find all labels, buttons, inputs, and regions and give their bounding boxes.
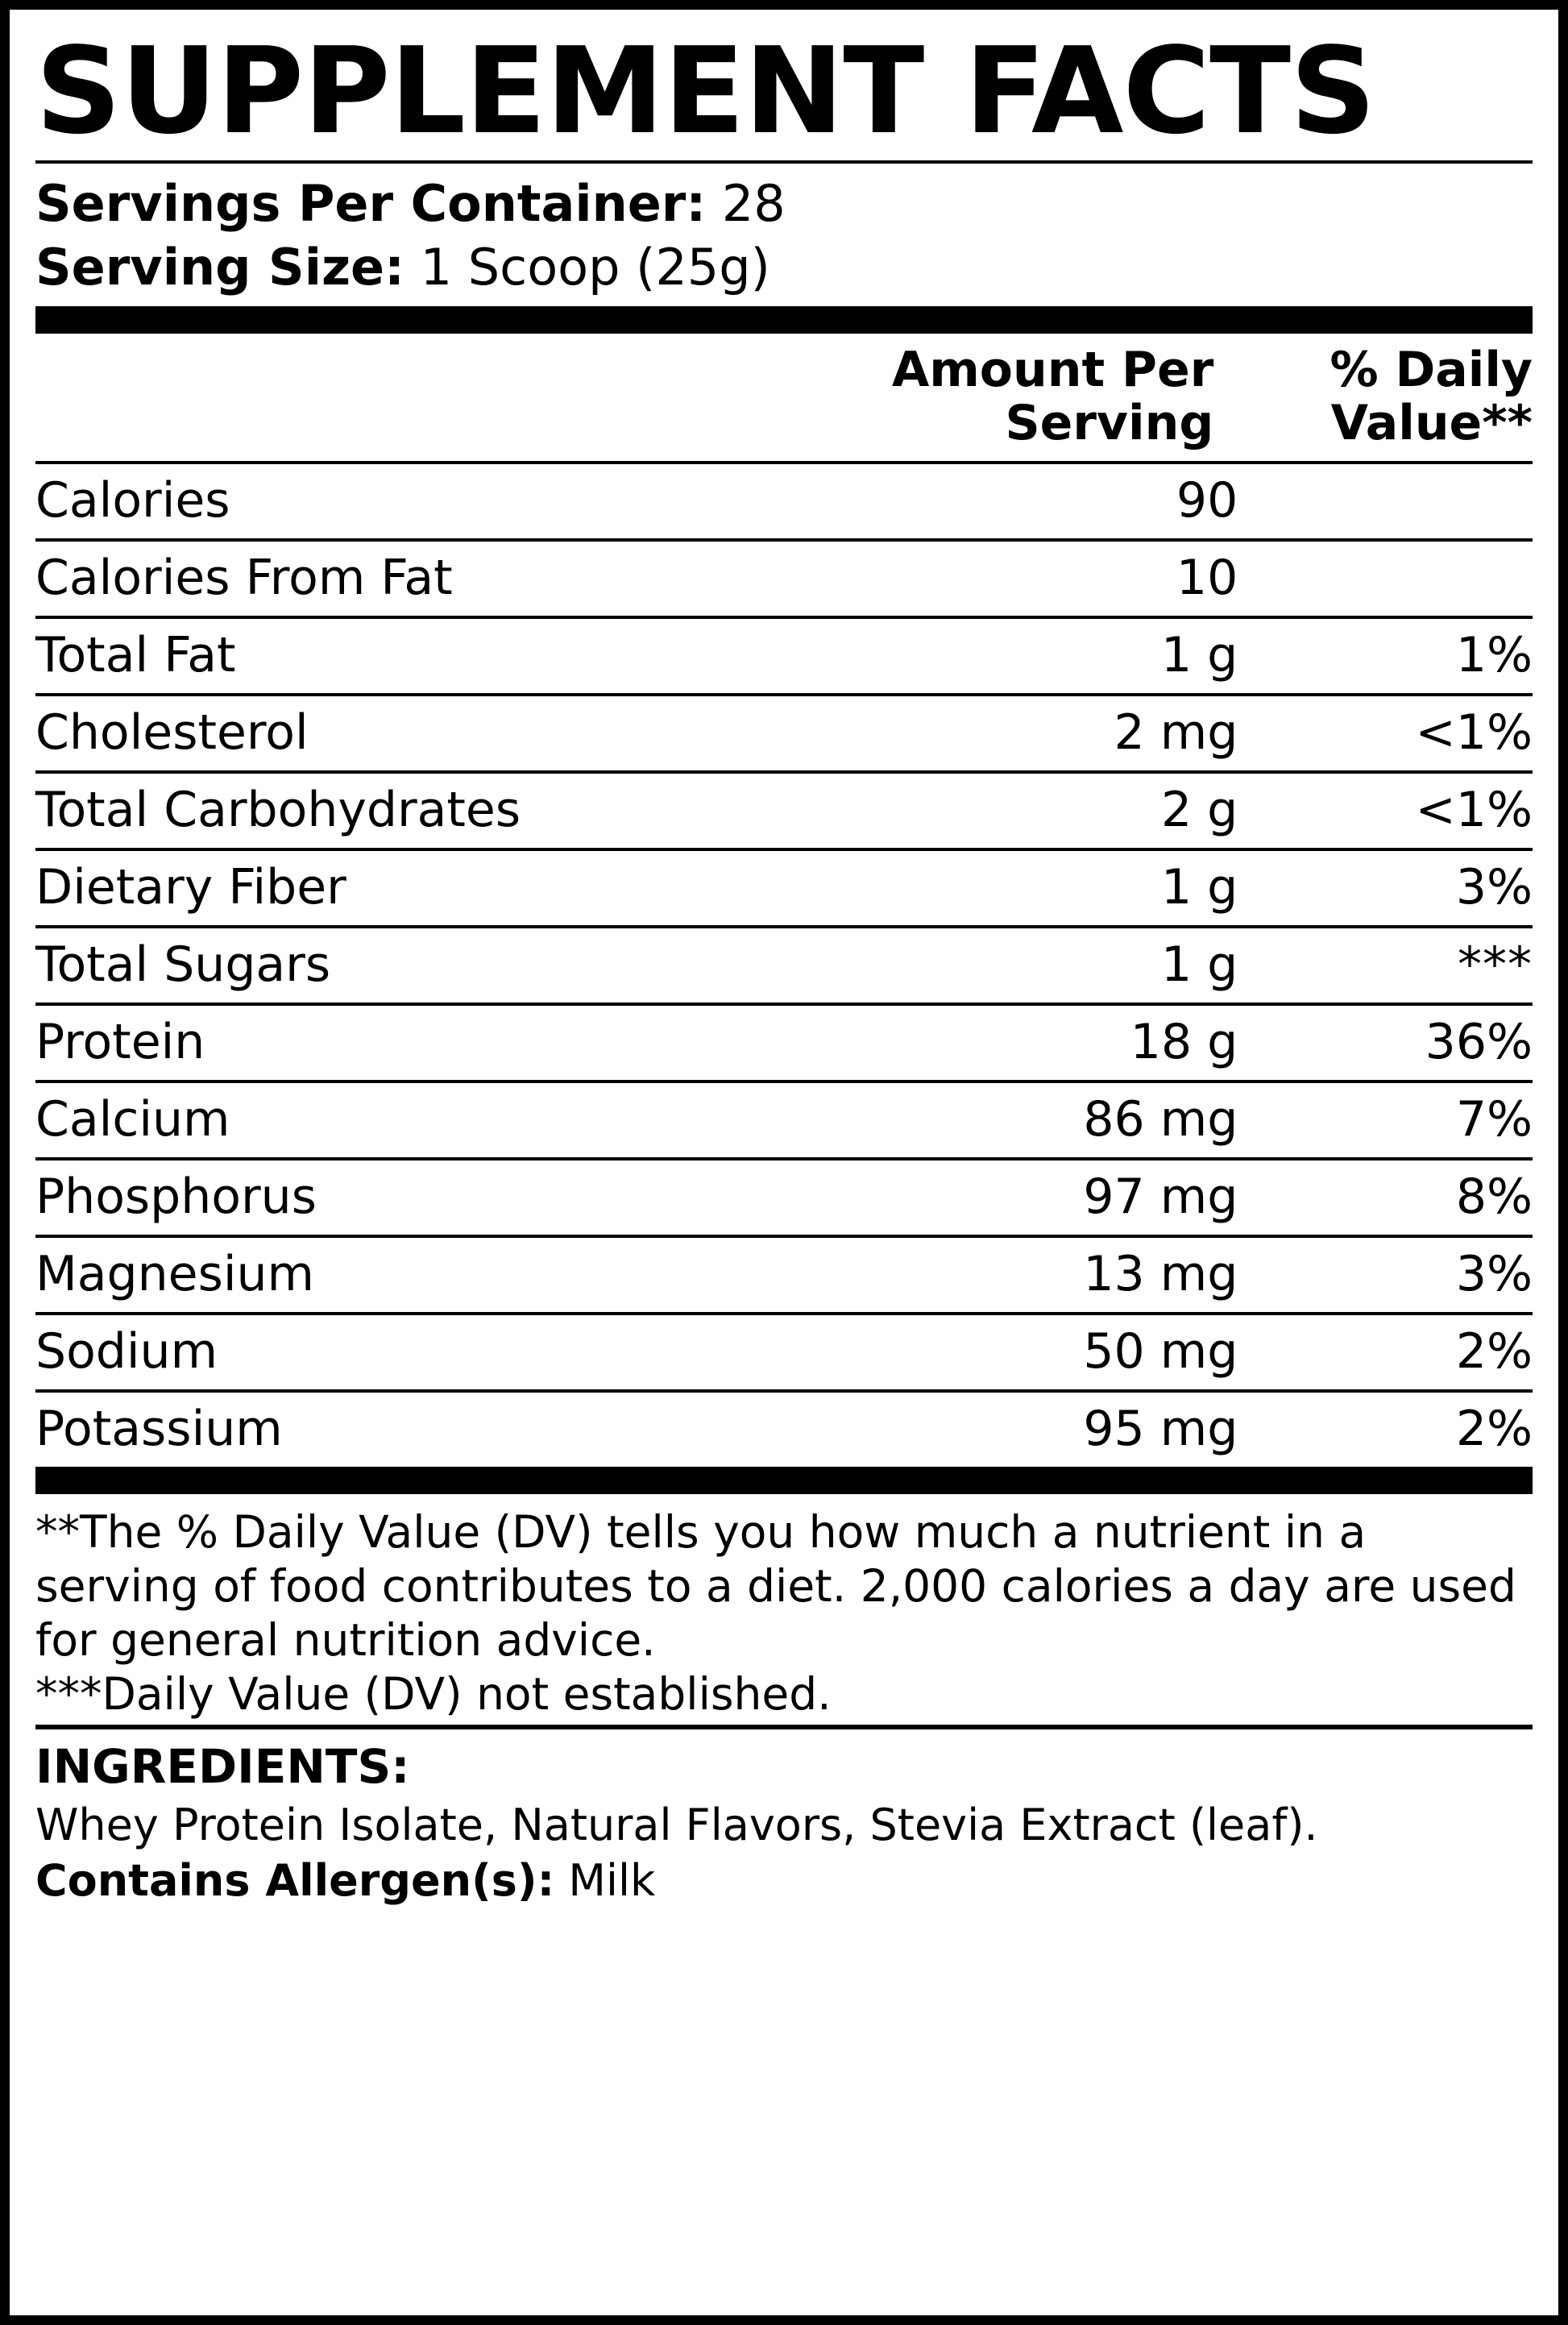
allergen-value: Milk <box>568 1854 656 1906</box>
nutrient-amount: 1 g <box>728 617 1238 695</box>
nutrient-amount: 1 g <box>728 849 1238 927</box>
serving-size-label: Serving Size: <box>35 238 404 297</box>
table-row <box>35 1314 1533 1391</box>
serving-size-value: 1 Scoop (25g) <box>420 238 770 297</box>
nutrient-name: Protein <box>35 1004 728 1082</box>
nutrient-amount: 97 mg <box>728 1159 1238 1236</box>
nutrient-name: Calcium <box>35 1082 728 1159</box>
nutrient-daily-value: *** <box>1238 927 1533 1004</box>
nutrient-amount: 1 g <box>728 927 1238 1004</box>
nutrient-daily-value: 7% <box>1238 1082 1533 1159</box>
serving-size-row <box>35 235 1533 299</box>
nutrient-amount: 2 mg <box>728 695 1238 772</box>
nutrient-name: Dietary Fiber <box>35 849 728 927</box>
servings-block <box>35 164 1533 306</box>
nutrient-daily-value: <1% <box>1238 695 1533 772</box>
nutrient-daily-value: 8% <box>1238 1159 1533 1236</box>
table-row <box>35 927 1533 1004</box>
page-title: SUPPLEMENT FACTS <box>35 22 1375 160</box>
table-row <box>35 463 1533 540</box>
nutrient-name: Total Sugars <box>35 927 728 1004</box>
nutrition-table <box>35 334 1533 1467</box>
nutrient-name: Calories From Fat <box>35 540 728 617</box>
header-daily-value: % Daily Value** <box>1238 334 1533 463</box>
servings-per-container-value: 28 <box>721 173 786 233</box>
nutrient-amount: 10 <box>728 540 1238 617</box>
ingredients-section <box>35 1729 1533 1908</box>
nutrient-daily-value <box>1238 463 1533 540</box>
nutrient-name: Phosphorus <box>35 1159 728 1236</box>
table-row <box>35 695 1533 772</box>
table-row <box>35 1159 1533 1236</box>
nutrient-daily-value: 36% <box>1238 1004 1533 1082</box>
nutrient-daily-value <box>1238 540 1533 617</box>
table-row <box>35 617 1533 695</box>
nutrient-name: Potassium <box>35 1400 283 1457</box>
divider-thick-bottom <box>35 1467 1533 1494</box>
divider-thick-top <box>35 306 1533 334</box>
nutrition-table-body <box>35 334 1533 1467</box>
nutrient-amount: 50 mg <box>728 1314 1238 1391</box>
table-row <box>35 1391 1533 1467</box>
allergen-label: Contains Allergen(s): <box>35 1854 555 1906</box>
nutrient-amount: 13 mg <box>728 1236 1238 1314</box>
nutrient-amount: 2 g <box>728 772 1238 849</box>
nutrient-amount: 18 g <box>728 1004 1238 1082</box>
servings-per-container-label: Servings Per Container: <box>35 173 707 233</box>
nutrient-name: Total Fat <box>35 617 728 695</box>
header-name <box>35 334 728 463</box>
nutrient-name: Cholesterol <box>35 695 728 772</box>
table-row <box>35 772 1533 849</box>
nutrient-daily-value: 2% <box>1238 1314 1533 1391</box>
nutrient-daily-value: 3% <box>1238 849 1533 927</box>
table-row <box>35 1236 1533 1314</box>
nutrient-name: Magnesium <box>35 1236 728 1314</box>
nutrient-name: Total Carbohydrates <box>35 772 728 849</box>
nutrient-daily-value: <1% <box>1238 772 1533 849</box>
table-row <box>35 1082 1533 1159</box>
daily-value-note: **The % Daily Value (DV) tells you how much a nutrient in a serving of food contributes to a diet. 2,000 calories a day are used for general nutrition advice. <box>35 1505 1516 1666</box>
nutrient-daily-value: 3% <box>1238 1236 1533 1314</box>
nutrient-amount: 90 <box>728 463 1238 540</box>
header-amount-per-serving: Amount Per Serving <box>728 334 1238 463</box>
nutrient-daily-value: 1% <box>1238 617 1533 695</box>
nutrient-amount: 86 mg <box>728 1082 1238 1159</box>
ingredients-title: INGREDIENTS: <box>35 1739 410 1795</box>
nutrient-name: Sodium <box>35 1314 728 1391</box>
table-header-row <box>35 334 1533 463</box>
ingredients-body: Whey Protein Isolate, Natural Flavors, Stevia Extract (leaf). <box>35 1799 1318 1850</box>
daily-value-not-established-note: ***Daily Value (DV) not established. <box>35 1667 832 1720</box>
table-row <box>35 849 1533 927</box>
table-row <box>35 540 1533 617</box>
footnotes <box>35 1494 1533 1725</box>
nutrient-daily-value: 2% <box>1455 1400 1533 1457</box>
servings-per-container-row <box>35 172 1533 235</box>
table-row <box>35 1004 1533 1082</box>
nutrient-name: Calories <box>35 463 728 540</box>
nutrient-amount: 95 mg <box>1083 1400 1238 1457</box>
allergen-row <box>35 1854 1533 1908</box>
